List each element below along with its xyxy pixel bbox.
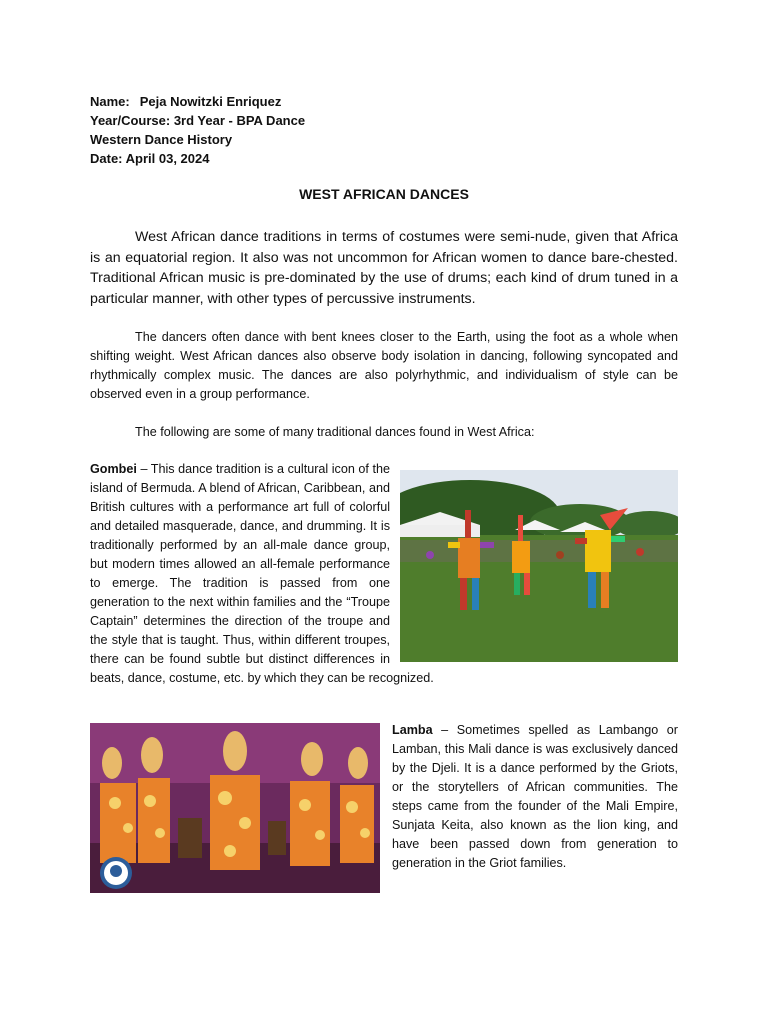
gombei-description: – This dance tradition is a cultural icon of the island of Bermuda. A blend of African, Caribbean, and British cultures with a performance art full of colorful and detailed masquerade, dance, and drumming. It is traditionally performed by an all-male dance group, but modern times allowed an all-female performance to emerge. The tradition is passed from one generation to the next within families and the “Troupe Captain” determines the direction of the troupe and the style that is taught. Thus, within different troupes, there can be found subtle but distinct differences in beats, dance, costume, etc. by which they can be recognized. [90, 462, 434, 685]
course-line: Year/Course: 3rd Year - BPA Dance [90, 113, 306, 128]
date-line: Date: April 03, 2024 [90, 151, 210, 166]
lamba-term: Lamba [392, 723, 433, 737]
intro-paragraph: West African dance traditions in terms of costumes were semi-nude, given that Africa is an equatorial region. It also was not uncommon for African women to dance bare-chested. Traditional African music is pre-dominated by the use of drums; each kind of drum tuned in a particular manner, with other types of percussive instruments. [90, 229, 678, 307]
lamba-photo-image [90, 723, 380, 893]
gombei-photo-image [400, 470, 678, 662]
name-line [90, 92, 305, 111]
student-name: Peja Nowitzki Enriquez [139, 94, 282, 109]
list-intro-paragraph: The following are some of many traditional dances found in West Africa: [135, 425, 535, 439]
lamba-photo [90, 723, 380, 893]
document-title: WEST AFRICAN DANCES [299, 186, 469, 202]
lamba-description: – Sometimes spelled as Lambango or Lamban, this Mali dance is was exclusively danced by the Djeli. It is a dance performed by the Griots, or the storytellers of African communities. The steps came from the founder of the Mali Empire, Sunjata Keita, also known as the lion king, and have been passed down from generation to generation in the Griot families. [392, 723, 678, 870]
name-label: Name: [90, 94, 130, 109]
student-header [90, 92, 305, 168]
lamba-section [90, 721, 678, 897]
gombei-term: Gombei [90, 462, 137, 476]
technique-paragraph: The dancers often dance with bent knees closer to the Earth, using the foot as a whole when shifting weight. West African dances also observe body isolation in dancing, following syncopated and rhythmically complex music. The dances are also polyrhythmic, and individualism of style can be observed even in a group performance. [90, 330, 678, 401]
subject-line: Western Dance History [90, 132, 233, 147]
gombei-photo [400, 470, 678, 662]
gombei-section [90, 460, 678, 688]
